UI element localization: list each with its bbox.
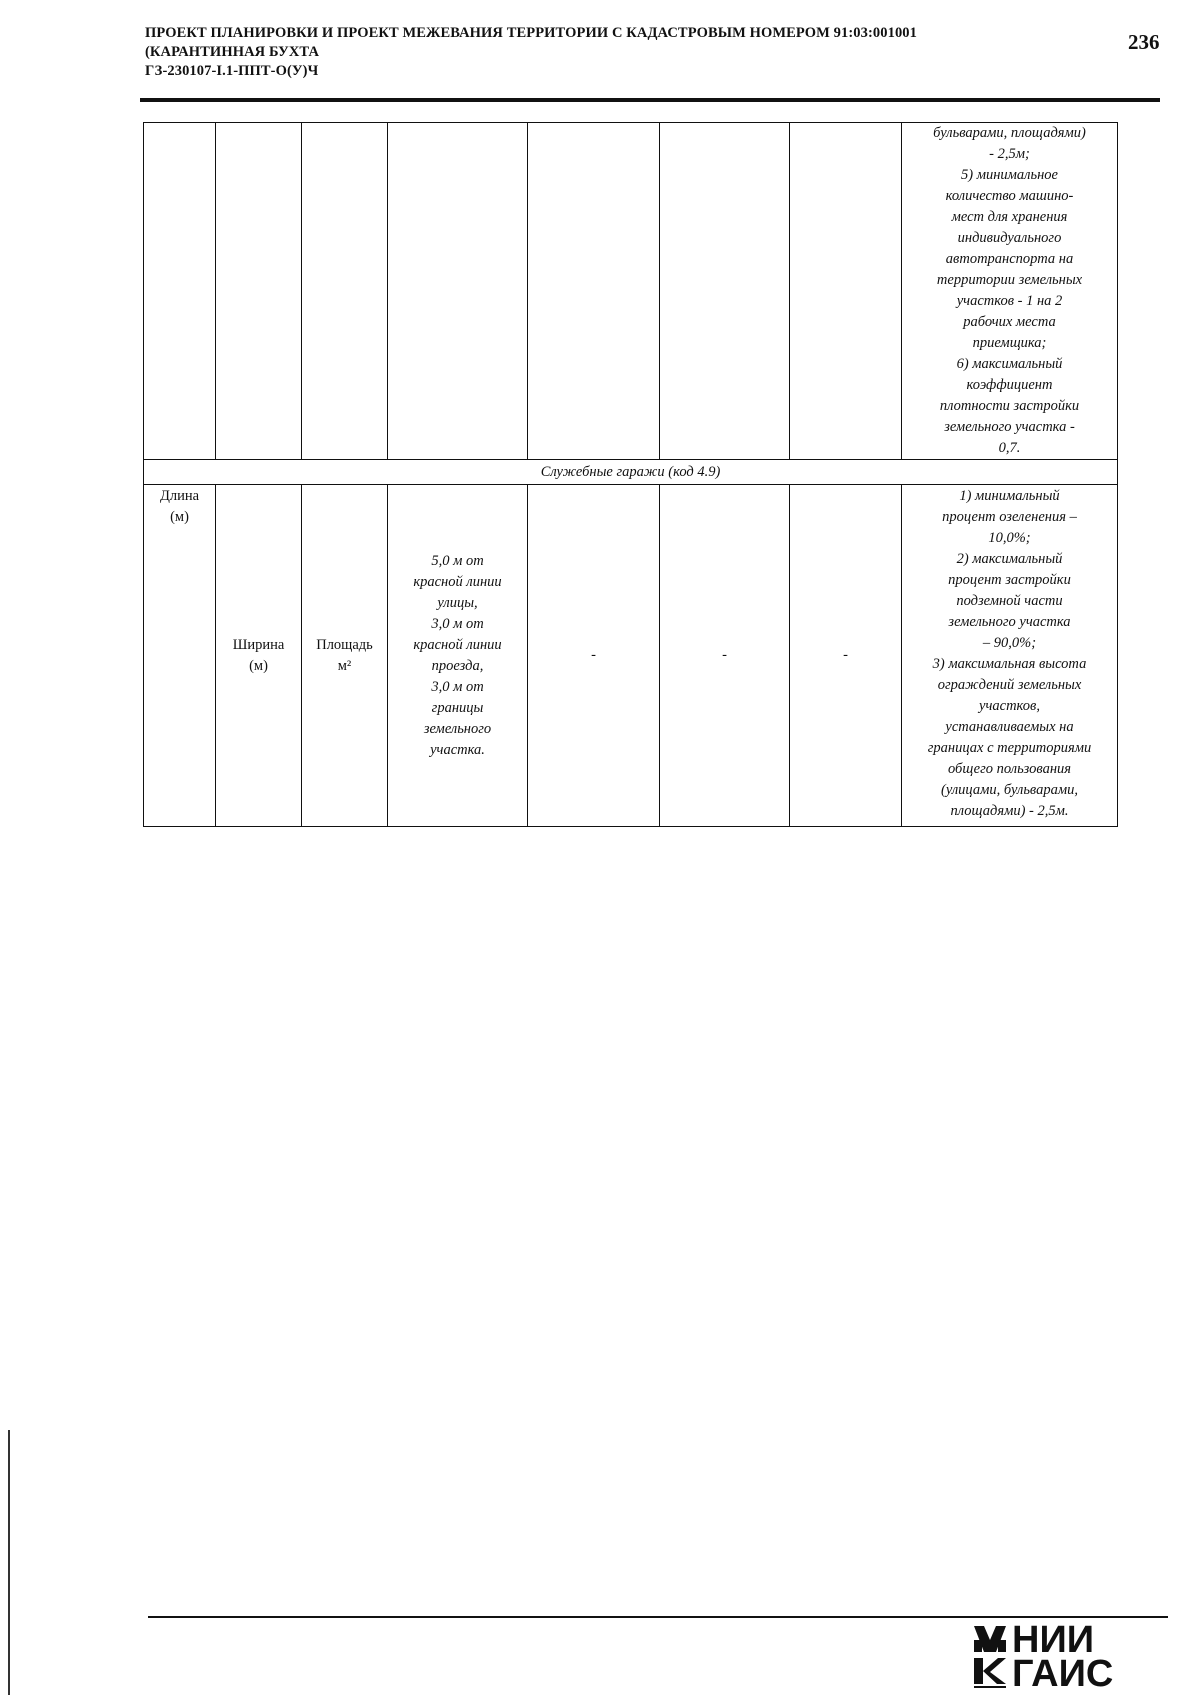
table-cell-empty	[388, 123, 528, 460]
zoning-parameters-table	[143, 122, 1118, 827]
page-number: 236	[1128, 30, 1160, 54]
table-cell-empty	[216, 123, 302, 460]
table-cell-area	[302, 485, 388, 827]
table-row-garages	[144, 485, 1118, 827]
table-cell-dash: -	[790, 485, 902, 827]
table-cell-empty	[302, 123, 388, 460]
header-title-line-1: ПРОЕКТ ПЛАНИРОВКИ И ПРОЕКТ МЕЖЕВАНИЯ ТЕРРИТОРИИ С КАДАСТРОВЫМ НОМЕРОМ 91:03:001001	[145, 25, 918, 41]
table-section-row	[144, 460, 1118, 485]
header-title-line-2: (КАРАНТИННАЯ БУХТА	[145, 44, 320, 60]
header-divider	[140, 98, 1160, 102]
document-header	[145, 24, 1065, 81]
table-cell-empty	[790, 123, 902, 460]
logo-text-bottom: ГАИС	[1012, 1653, 1114, 1690]
table-cell-setbacks: 5,0 м от красной линии улицы, 3,0 м от красной линии проезда, 3,0 м от границы земельного участка.	[388, 485, 528, 827]
table-cell-empty	[528, 123, 660, 460]
table-cell-dash: -	[528, 485, 660, 827]
area-label: Площадь	[316, 636, 373, 653]
logo-mark-icon	[972, 1616, 1172, 1690]
table-cell-dash: -	[660, 485, 790, 827]
section-title: Служебные гаражи (код 4.9)	[144, 460, 1118, 485]
area-unit: м²	[337, 657, 352, 674]
binding-margin-line	[8, 1430, 10, 1695]
table-cell-empty	[144, 123, 216, 460]
table-cell-empty	[660, 123, 790, 460]
table-cell-width: Ширина (м)	[216, 485, 302, 827]
table-row-continued	[144, 123, 1118, 460]
table-cell-rules-continued: бульварами, площадями) - 2,5м; 5) минимальное количество машино- мест для хранения индивидуального автотранспорта на территории земельных участков - 1 на 2 рабочих места приемщика; 6) максимальный коэффициент плотности застройки земельного участка - 0,7.	[902, 123, 1118, 460]
logo-text-top: НИИ	[1012, 1619, 1095, 1661]
table-cell-length: Длина (м)	[144, 485, 216, 827]
table-cell-rules: 1) минимальный процент озеленения – 10,0%; 2) максимальный процент застройки подземной части земельного участка – 90,0%; 3) максимальная высота ограждений земельных участков, устанавливаемых на границах с территориями общего пользования (улицами, бульварами, площадями) - 2,5м.	[902, 485, 1118, 827]
company-logo	[972, 1616, 1172, 1690]
header-document-code: ГЗ-230107-I.1-ППТ-О(У)Ч	[145, 63, 319, 79]
